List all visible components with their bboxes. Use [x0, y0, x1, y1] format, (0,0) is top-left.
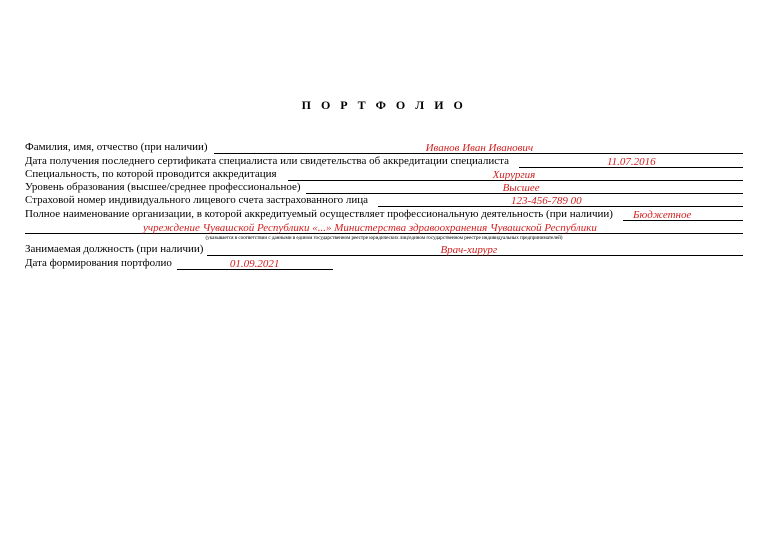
education-value: Высшее	[502, 182, 540, 195]
organization-field-line1[interactable]	[623, 208, 743, 221]
education-label: Уровень образования (высшее/среднее профессиональное)	[25, 181, 301, 194]
portfolio-form	[25, 141, 743, 270]
field-cert-date	[25, 154, 743, 167]
position-label: Занимаемая должность (при наличии)	[25, 243, 204, 256]
field-position	[25, 243, 743, 256]
snils-field[interactable]	[378, 194, 743, 207]
organization-field-line2[interactable]	[25, 221, 743, 234]
specialty-field[interactable]	[288, 168, 743, 181]
education-field[interactable]	[306, 181, 743, 194]
field-specialty	[25, 168, 743, 181]
snils-label: Страховой номер индивидуального лицевого счета застрахованного лица	[25, 194, 369, 207]
organization-note: (указывается в соответствии с данными в едином государственном реестре юридических лиц/едином государственном реестре индивидуальных предпринимателей)	[205, 235, 563, 242]
fio-value: Иванов Иван Иванович	[425, 142, 534, 155]
organization-value-line2: учреждение Чувашской Республики «...» Министерства здравоохранения Чувашской Республики	[143, 222, 597, 235]
cert-date-field[interactable]	[519, 155, 743, 168]
position-value: Врач-хирург	[440, 244, 498, 257]
cert-date-label: Дата получения последнего сертификата специалиста или свидетельства об аккредитации специалиста	[25, 154, 509, 167]
fio-field[interactable]	[214, 141, 743, 154]
field-portfolio-date	[25, 256, 743, 269]
field-snils	[25, 194, 743, 207]
field-education	[25, 181, 743, 194]
organization-value-line1: Бюджетное	[632, 208, 692, 221]
portfolio-date-field[interactable]	[177, 257, 333, 270]
specialty-value: Хирургия	[492, 168, 536, 181]
portfolio-date-label: Дата формирования портфолио	[25, 256, 172, 269]
cert-date-value: 11.07.2016	[606, 155, 656, 168]
snils-value: 123-456-789 00	[511, 195, 582, 208]
page-title: П О Р Т Ф О Л И О	[301, 98, 467, 112]
fio-label: Фамилия, имя, отчество (при наличии)	[25, 141, 208, 154]
position-field[interactable]	[207, 243, 743, 256]
field-fio	[25, 141, 743, 154]
specialty-label: Специальность, по которой проводится аккредитация	[25, 167, 277, 180]
field-organization	[25, 207, 743, 220]
field-organization-continued	[25, 221, 743, 234]
organization-label: Полное наименование организации, в которой аккредитуемый осуществляет профессиональную деятельность (при наличии)	[25, 207, 613, 220]
portfolio-date-value: 01.09.2021	[229, 257, 280, 270]
